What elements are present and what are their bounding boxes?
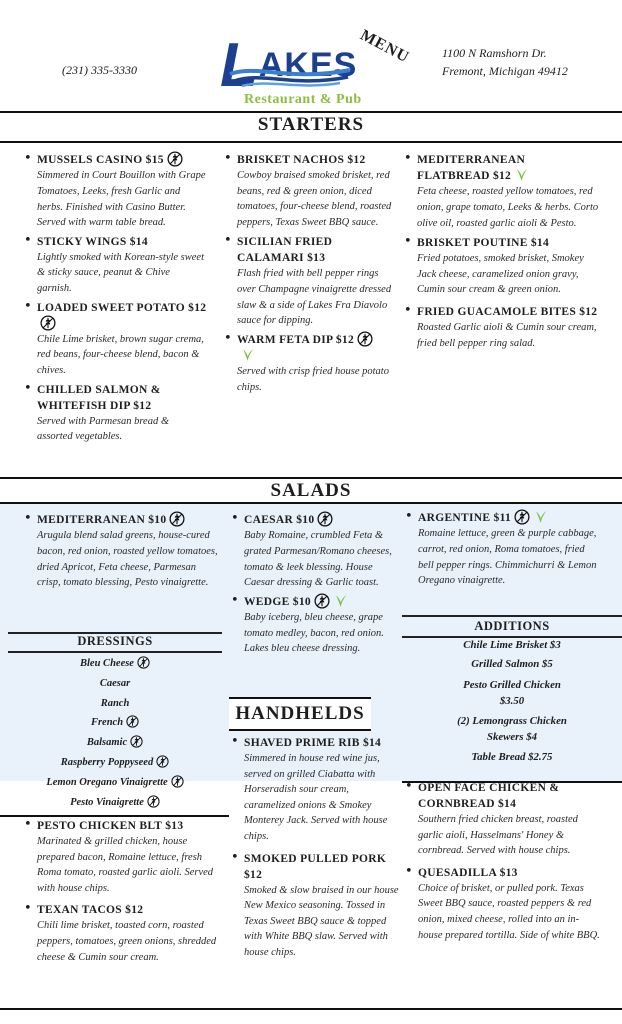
vegetarian-leaf-icon: [333, 593, 349, 609]
menu-item-name: MUSSELS CASINO $15: [37, 154, 164, 166]
gluten-free-icon: [317, 511, 333, 527]
menu-item-name: BRISKET NACHOS $12: [237, 154, 366, 166]
divider-line: [0, 477, 622, 479]
addition-item: [402, 749, 622, 765]
address: [442, 44, 568, 80]
menu-item-name: FRIED GUACAMOLE BITES $12: [417, 305, 598, 318]
menu-item-name: MEDITERRANEAN FLATBREAD $12: [417, 154, 526, 182]
addition-name: Grilled Salmon $5: [471, 658, 553, 670]
dressing-name: Bleu Cheese: [80, 658, 134, 669]
additions-rule-top: [402, 615, 622, 617]
handhelds-column-2: [229, 735, 399, 964]
menu-item-title: [417, 152, 600, 184]
menu-item-description: Fried potatoes, smoked brisket, Smokey Jack cheese, caramelized onion gravy, Cumin sour cream & green onion.: [417, 253, 584, 296]
vegetarian-leaf-icon: [514, 167, 530, 183]
vegetarian-leaf-icon: [533, 509, 549, 525]
menu-item-title: [37, 512, 218, 528]
menu-item-description: Simmered in Court Bouillon with Grape Tomatoes, Leeks, fresh Garlic and herbs. Finished with Casino Butter. Served with warm table bread.: [37, 170, 206, 229]
menu-item-title: [244, 735, 399, 751]
menu-item: [22, 382, 207, 445]
addition-name: Table Bread $2.75: [471, 751, 553, 763]
menu-item: [222, 152, 392, 230]
logo-waves-icon: [228, 66, 353, 88]
menu-item-description: Baby Romaine, crumbled Feta & grated Parmesan/Romano cheeses, tomato & leek blessing. House Caesar dressing & Garlic toast.: [244, 530, 392, 589]
menu-item-description: Southern fried chicken breast, roasted garlic aioli, Hasselmans' Honey & cornbread. Served with house chips.: [418, 814, 578, 857]
menu-item: [22, 234, 207, 297]
menu-item: [403, 510, 601, 589]
divider-line: [0, 815, 229, 817]
menu-item-name: CAESAR $10: [244, 514, 315, 526]
menu-item-name: MEDITERRANEAN $10: [37, 514, 167, 526]
dressing-name: Pesto Vinaigrette: [70, 796, 144, 808]
menu-item-title: [418, 510, 601, 526]
menu-item: [222, 332, 392, 396]
menu-item-description: Baby iceberg, bleu cheese, grape tomato medley, bacon, red onion. Lakes bleu cheese dressing.: [244, 612, 384, 655]
addition-price: Skewers $4: [486, 731, 538, 743]
menu-item-name: OPEN FACE CHICKEN & CORNBREAD $14: [418, 782, 560, 810]
menu-item-description: Choice of brisket, or pulled pork. Texas Sweet BBQ sauce, roasted peppers & red onion, mixed cheese, rolled into an in-house prepared tortilla. Side of white BBQ.: [418, 882, 600, 941]
menu-item-name: WEDGE $10: [244, 595, 311, 608]
lakes-logo: [218, 8, 418, 108]
menu-item-name: SHAVED PRIME RIB $14: [244, 737, 382, 749]
section-title-handhelds: HANDHELDS: [235, 703, 365, 724]
gluten-free-icon: [171, 775, 184, 788]
menu-item-name: STICKY WINGS $14: [37, 235, 148, 248]
dressing-name: Balsamic: [86, 737, 128, 749]
menu-item-title: [417, 235, 600, 251]
menu-item-name: PESTO CHICKEN BLT $13: [37, 820, 184, 832]
salads-column-3: [403, 510, 601, 592]
dressing-item: [8, 674, 222, 694]
menu-item-title: [37, 300, 207, 332]
logo-subtitle: Restaurant & Pub: [244, 92, 362, 107]
menu-item: [22, 818, 224, 896]
divider-line: [0, 141, 622, 143]
menu-item: [402, 235, 600, 298]
addition-name: Pesto Grilled Chicken: [463, 679, 561, 691]
salads-column-1: [22, 512, 218, 594]
menu-item: [229, 512, 401, 591]
menu-item-description: Arugula blend salad greens, house-cured bacon, red onion, roasted yellow tomatoes, dried Apricot, Feta cheese, Parmesan crisp, tomato blessing, Pesto vinaigrette.: [37, 530, 218, 589]
menu-item-description: Flash fried with bell pepper rings over Champagne vinaigrette dressed slaw & a side of Lakes Fra Diavolo sauce for dipping.: [237, 268, 392, 327]
addition-name: (2) Lemongrass Chicken: [457, 715, 567, 727]
divider-line: [0, 1008, 622, 1010]
divider-line: [0, 111, 622, 113]
handhelds-column-1: [22, 818, 224, 968]
dressing-item: [8, 713, 222, 733]
gluten-free-icon: [167, 151, 183, 167]
logo-menu-text: MENU: [357, 26, 413, 67]
vegetarian-leaf-icon: [240, 347, 256, 363]
menu-item-name: SICILIAN FRIED CALAMARI $13: [237, 236, 333, 265]
menu-item: [22, 152, 207, 231]
menu-item: [403, 865, 601, 943]
menu-item-name: TEXAN TACOS $12: [37, 904, 144, 917]
menu-item-description: Cowboy braised smoked brisket, red beans, red & green onion, diced tomatoes, four-cheese blend, roasted peppers, Texas Sweet BBQ sauce.: [237, 170, 392, 228]
menu-item-description: Simmered in house red wine jus, served on grilled Ciabatta with Horseradish sour cream, caramelized onions & Smokey Monterey Jack. Served with house chips.: [244, 753, 388, 842]
menu-item-title: [237, 234, 392, 266]
section-title-starters: STARTERS: [257, 114, 365, 135]
menu-item-description: Served with Parmesan bread & assorted vegetables.: [37, 415, 170, 443]
gluten-free-icon: [130, 735, 143, 748]
handhelds-column-3: [403, 780, 601, 946]
starters-column-3: [402, 152, 600, 354]
gluten-free-icon: [357, 331, 373, 347]
menu-item: [22, 902, 224, 965]
address-line-2: Fremont, Michigan 49412: [442, 64, 568, 78]
menu-header: [0, 0, 622, 112]
addition-item: [402, 637, 622, 653]
menu-item-title: [418, 865, 601, 881]
dressing-item: [8, 733, 222, 753]
menu-item-name: CHILLED SALMON & WHITEFISH DIP $12: [37, 383, 161, 412]
dressings-list: [8, 654, 222, 812]
addition-name: Chile Lime Brisket $3: [463, 639, 561, 651]
menu-item: [403, 780, 601, 859]
menu-item-description: Romaine lettuce, green & purple cabbage, carrot, red onion, Roma tomatoes, fried bell pepper rings. Chimmichurri & Lemon Oregano vinaigrette.: [418, 528, 597, 587]
gluten-free-icon: [126, 715, 139, 728]
gluten-free-icon: [137, 656, 150, 669]
dressing-item: [8, 694, 222, 714]
gluten-free-icon: [147, 795, 160, 808]
addition-item: [402, 656, 622, 672]
menu-item-title: [37, 902, 224, 918]
menu-item: [222, 234, 392, 328]
logo-letter-l: L: [220, 31, 259, 100]
gluten-free-icon: [314, 593, 330, 609]
menu-item: [22, 512, 218, 591]
menu-item-description: Served with crisp fried house potato chips.: [237, 366, 389, 394]
section-title-salads: SALADS: [270, 480, 352, 501]
menu-item-description: Marinated & grilled chicken, house prepared bacon, Romaine lettuce, fresh Roma tomato, roasted garlic aioli. Served with house chips.: [37, 836, 214, 894]
address-line-1: 1100 N Ramshorn Dr.: [442, 46, 547, 60]
menu-item-title: [37, 382, 207, 414]
dressing-item: [8, 793, 222, 813]
gluten-free-icon: [169, 511, 185, 527]
menu-item-title: [417, 304, 600, 320]
menu-item-title: [37, 234, 207, 250]
menu-item: [402, 304, 600, 351]
phone-number[interactable]: (231) 335-3330: [62, 63, 137, 77]
starters-column-1: [22, 152, 207, 448]
dressing-item: [8, 753, 222, 773]
dressing-name: Raspberry Poppyseed: [60, 756, 154, 768]
menu-item-name: LOADED SWEET POTATO $12: [37, 301, 207, 314]
additions-title: ADDITIONS: [474, 619, 550, 633]
menu-item-description: Lightly smoked with Korean-style sweet & sticky sauce, peanut & Chive garnish.: [37, 251, 205, 294]
menu-item-description: Smoked & slow braised in our house New Mexico seasoning. Tossed in Texas Sweet BBQ sauce & topped with White BBQ slaw. Served with house chips.: [244, 884, 399, 958]
dressing-name: French: [90, 717, 124, 729]
gluten-free-icon: [40, 315, 56, 331]
menu-item: [229, 735, 399, 845]
dressing-name: Caesar: [99, 677, 131, 689]
starters-column-2: [222, 152, 392, 399]
dressings-title: DRESSINGS: [77, 634, 153, 648]
addition-item: [402, 677, 622, 709]
dressing-item: [8, 773, 222, 793]
menu-item-name: ARGENTINE $11: [418, 512, 512, 524]
menu-item: [229, 851, 399, 961]
menu-item: [229, 594, 401, 657]
dressing-item: [8, 654, 222, 674]
menu-item: [22, 300, 207, 379]
menu-item-description: Roasted Garlic aioli & Cumin sour cream, fried bell pepper ring salad.: [417, 321, 597, 349]
menu-item-description: Chile Lime brisket, brown sugar crema, red beans, four-cheese blend, bacon & chives.: [37, 333, 204, 377]
addition-item: [402, 713, 622, 745]
dressing-name: Ranch: [100, 697, 130, 709]
dressings-rule-bottom: [8, 651, 222, 653]
menu-item-title: [244, 594, 401, 610]
gluten-free-icon: [156, 755, 169, 768]
menu-item-title: [418, 780, 601, 812]
menu-item-title: [37, 152, 207, 168]
menu-item-description: Feta cheese, roasted yellow tomatoes, red onion, grape tomato, Leeks & herbs. Corto olive oil, roasted garlic aioli & Pesto.: [417, 186, 599, 229]
menu-item-name: SMOKED PULLED PORK $12: [244, 852, 387, 881]
menu-item-title: [244, 851, 399, 883]
addition-price: $3.50: [499, 695, 525, 707]
menu-item-title: [237, 332, 392, 365]
menu-item-name: WARM FETA DIP $12: [237, 333, 355, 346]
logo-letters: AKES: [258, 46, 358, 84]
menu-item-description: Chili lime brisket, toasted corn, roasted peppers, tomatoes, green onions, shredded cheese & Cumin sour cream.: [37, 920, 217, 963]
menu-item: [402, 152, 600, 231]
menu-item-name: QUESADILLA $13: [418, 866, 518, 879]
menu-item-title: [237, 152, 392, 168]
dressing-name: Lemon Oregano Vinaigrette: [46, 776, 168, 788]
gluten-free-icon: [514, 509, 530, 525]
menu-item-title: [37, 818, 224, 834]
salads-column-2: [229, 512, 401, 660]
divider-line: [0, 502, 622, 504]
menu-item-name: BRISKET POUTINE $14: [417, 237, 550, 250]
menu-item-title: [244, 512, 401, 528]
